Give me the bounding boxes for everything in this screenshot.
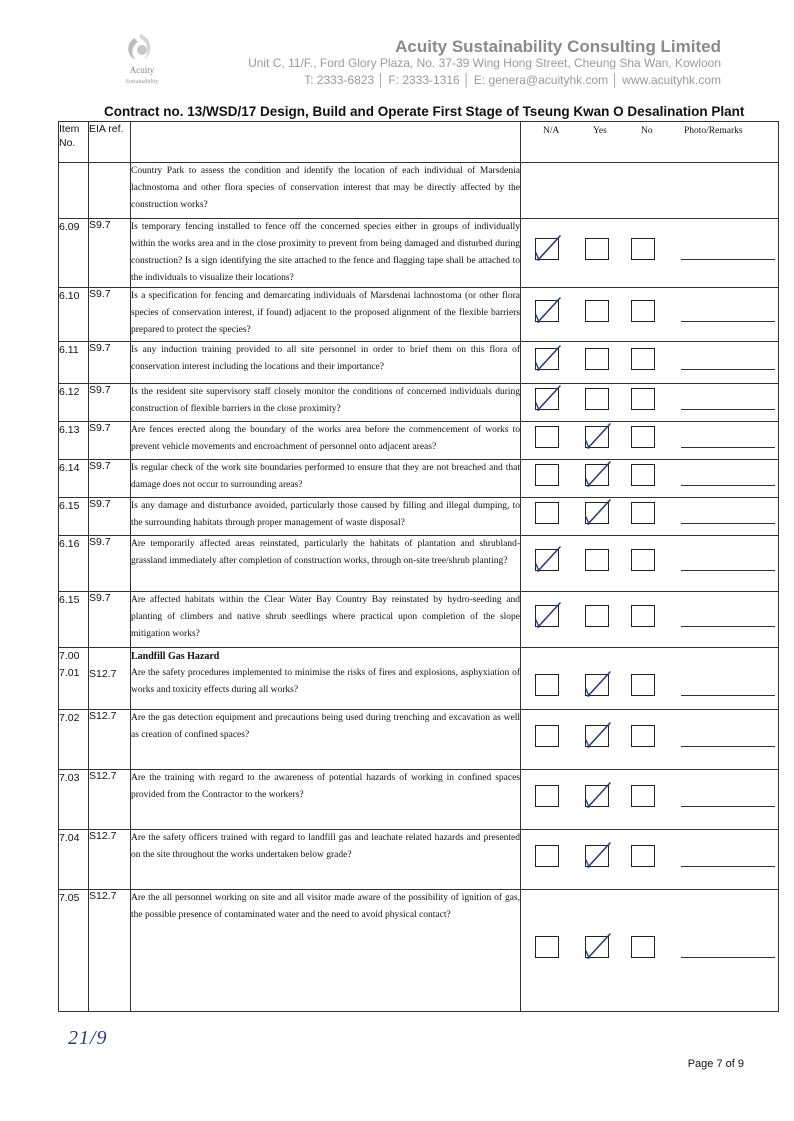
table-header-row [59, 122, 779, 163]
na-checkbox[interactable] [535, 464, 559, 486]
yes-checkbox[interactable] [585, 238, 609, 260]
tick-mark-icon [583, 720, 613, 750]
yes-checkbox[interactable] [585, 549, 609, 571]
item-no-header: Item No. [59, 122, 89, 163]
eia-reference [89, 770, 131, 830]
na-checkbox[interactable] [535, 388, 559, 410]
yes-checkbox[interactable] [585, 605, 609, 627]
na-checkbox[interactable] [535, 549, 559, 571]
requirement-description [131, 219, 521, 288]
na-checkbox[interactable] [535, 605, 559, 627]
check-cell [521, 460, 779, 498]
remarks-line[interactable] [681, 259, 775, 260]
company-name: Acuity Sustainability Consulting Limited [395, 37, 721, 56]
description-text: Is the resident site supervisory staff closely monitor the conditions of concerned individuals during construction of flexible barriers in the close proximity? [131, 387, 520, 414]
no-checkbox[interactable] [631, 674, 655, 696]
item-number: 7.05 [59, 890, 89, 1012]
item-number: 7.02 [59, 710, 89, 770]
eia-reference-text: S9.7 [89, 498, 111, 510]
eia-reference-text: S9.7 [89, 342, 111, 354]
eia-reference [89, 890, 131, 1012]
description-header [131, 122, 521, 163]
yes-checkbox[interactable] [585, 725, 609, 747]
tick-mark-icon [533, 343, 563, 373]
table-row [59, 219, 779, 288]
na-checkbox[interactable] [535, 502, 559, 524]
description-text: Are the safety procedures implemented to minimise the risks of fires and explosions, asphyxiation of works and toxicity effects during all works? [131, 668, 520, 695]
logo-subtext: Sustainability [125, 79, 159, 85]
eia-reference [89, 536, 131, 592]
na-checkbox[interactable] [535, 674, 559, 696]
eia-reference-text: S9.7 [89, 384, 111, 396]
section-title: Landfill Gas Hazard [131, 651, 220, 662]
remarks-line[interactable] [681, 957, 775, 958]
table-row [59, 770, 779, 830]
description-text: Is regular check of the work site boundaries performed to ensure that they are not breached and that damage does not occur to surrounding areas? [131, 463, 520, 490]
eia-ref-header: EIA ref. [89, 122, 131, 163]
item-number: 7.03 [59, 770, 89, 830]
item-number: 7.04 [59, 830, 89, 890]
table-row [59, 830, 779, 890]
item-number: 6.15 [59, 592, 89, 648]
remarks-line[interactable] [681, 570, 775, 571]
remarks-line[interactable] [681, 866, 775, 867]
na-checkbox[interactable] [535, 785, 559, 807]
tick-mark-icon [583, 459, 613, 489]
description-text: Country Park to assess the condition and identify the location of each individual of Marsdenia lachnostoma and other flora species of conservation interest that may be directly affected by the construction works? [131, 166, 520, 210]
check-cell [521, 770, 779, 830]
yes-header: Yes [593, 126, 607, 136]
description-text: Are affected habitats within the Clear Water Bay Country Bay reinstated by hydro-seeding and planting of climbers and native shrub seedlings where practical upon completion of the slope mitigation works? [131, 595, 520, 639]
table-row [59, 498, 779, 536]
requirement-description [131, 422, 521, 460]
check-cell [521, 219, 779, 288]
item-number: 6.11 [59, 342, 89, 384]
table-row [59, 288, 779, 342]
item-number: 6.10 [59, 288, 89, 342]
na-checkbox[interactable] [535, 725, 559, 747]
item-number: 6.16 [59, 536, 89, 592]
yes-checkbox[interactable] [585, 348, 609, 370]
eia-reference-text: S9.7 [89, 460, 111, 472]
yes-checkbox[interactable] [585, 464, 609, 486]
check-cell [521, 498, 779, 536]
requirement-description [131, 770, 521, 830]
eia-reference-text: S9.7 [89, 219, 111, 231]
eia-reference-text: S12.7 [89, 830, 117, 842]
page-number: Page 7 of 9 [687, 1058, 744, 1070]
no-checkbox[interactable] [631, 348, 655, 370]
remarks-line[interactable] [681, 523, 775, 524]
yes-checkbox[interactable] [585, 388, 609, 410]
tick-mark-icon [533, 295, 563, 325]
requirement-description [131, 460, 521, 498]
remarks-line[interactable] [681, 626, 775, 627]
remarks-line[interactable] [681, 695, 775, 696]
description-text: Are temporarily affected areas reinstated, particularly the habitats of plantation and shrubland-grassland immediately after completion of construction works, through on-site tree/shrub planting? [131, 539, 520, 566]
description-text: Are the safety officers trained with regard to landfill gas and leachate related hazards and presented on the site throughout the works undertaken below grade? [131, 833, 520, 860]
item-number: 7.00 7.01 [59, 648, 89, 710]
table-row [59, 592, 779, 648]
requirement-description [131, 592, 521, 648]
check-cell [521, 890, 779, 1012]
eia-reference [89, 498, 131, 536]
company-contact: T: 2333-6823 │ F: 2333-1316 │ E: genera@acuityhk.com │ www.acuityhk.com [304, 73, 721, 87]
yes-checkbox[interactable] [585, 502, 609, 524]
requirement-description [131, 536, 521, 592]
yes-checkbox[interactable] [585, 785, 609, 807]
tick-mark-icon [583, 780, 613, 810]
eia-reference [89, 384, 131, 422]
eia-reference [89, 342, 131, 384]
check-cell [521, 536, 779, 592]
remarks-line[interactable] [681, 806, 775, 807]
table-row [59, 460, 779, 498]
requirement-description [131, 890, 521, 1012]
eia-reference-text: S12.7 [89, 668, 117, 680]
tick-mark-icon [583, 931, 613, 961]
eia-reference-text: S9.7 [89, 288, 111, 300]
yes-checkbox[interactable] [585, 300, 609, 322]
tick-mark-icon [583, 840, 613, 870]
remarks-line[interactable] [681, 447, 775, 448]
no-checkbox[interactable] [631, 426, 655, 448]
contract-title: Contract no. 13/WSD/17 Design, Build and Operate First Stage of Tseung Kwan O Desalination Plant [104, 104, 745, 119]
remarks-line[interactable] [681, 485, 775, 486]
no-checkbox[interactable] [631, 936, 655, 958]
check-cell [521, 422, 779, 460]
yes-checkbox[interactable] [585, 845, 609, 867]
no-checkbox[interactable] [631, 300, 655, 322]
item-number: 6.13 [59, 422, 89, 460]
no-checkbox[interactable] [631, 725, 655, 747]
no-checkbox[interactable] [631, 388, 655, 410]
check-cell [521, 592, 779, 648]
no-header: No [641, 126, 653, 136]
na-checkbox[interactable] [535, 300, 559, 322]
requirement-description [131, 648, 521, 710]
item-number: 6.14 [59, 460, 89, 498]
company-address: Unit C, 11/F., Ford Glory Plaza, No. 37-39 Wing Hong Street, Cheung Sha Wan, Kowloon [248, 56, 721, 70]
no-checkbox[interactable] [631, 549, 655, 571]
item-number: 6.09 [59, 219, 89, 288]
table-row [59, 648, 779, 710]
tick-mark-icon [583, 421, 613, 451]
eia-reference [89, 830, 131, 890]
description-text: Is temporary fencing installed to fence off the concerned species either in groups of individually within the works area and in the close proximity to prevent from being damaged and disturbed during construction? Is a sign identifying the site attached to the fence and flagging tape shall be attached to the individuals to visualize their locations? [131, 222, 520, 283]
table-row [59, 536, 779, 592]
tick-mark-icon [583, 497, 613, 527]
check-cell [521, 710, 779, 770]
eia-reference-text: S9.7 [89, 592, 111, 604]
eia-reference-text: S12.7 [89, 770, 117, 782]
description-text: Is any damage and disturbance avoided, particularly those caused by filling and illegal dumping, to the surrounding habitats through proper management of waste disposal? [131, 501, 520, 528]
eia-reference [89, 288, 131, 342]
no-checkbox[interactable] [631, 464, 655, 486]
eia-reference [89, 219, 131, 288]
item-number [59, 163, 89, 219]
check-cell [521, 648, 779, 710]
check-cell [521, 288, 779, 342]
eia-reference [89, 163, 131, 219]
remarks-line[interactable] [681, 321, 775, 322]
requirement-description [131, 830, 521, 890]
yes-checkbox[interactable] [585, 426, 609, 448]
na-checkbox[interactable] [535, 426, 559, 448]
check-cell [521, 384, 779, 422]
remarks-header: Photo/Remarks [684, 126, 743, 136]
tick-mark-icon [533, 383, 563, 413]
eia-reference [89, 460, 131, 498]
table-row [59, 342, 779, 384]
table-row [59, 710, 779, 770]
requirement-description [131, 342, 521, 384]
remarks-line[interactable] [681, 746, 775, 747]
check-cell [521, 342, 779, 384]
item-number: 6.12 [59, 384, 89, 422]
requirement-description [131, 163, 521, 219]
logo-mark-icon [112, 30, 172, 70]
requirement-description [131, 288, 521, 342]
eia-reference [89, 648, 131, 710]
eia-reference-text: S9.7 [89, 422, 111, 434]
remarks-line[interactable] [681, 369, 775, 370]
eia-reference [89, 592, 131, 648]
description-text: Is a specification for fencing and demarcating individuals of Marsdenai lachnostoma (or other flora species of conservation interest, if found) adjacent to the proposed alignment of the flexible barriers prepared to protect the species? [131, 291, 520, 335]
table-row [59, 890, 779, 1012]
requirement-description [131, 498, 521, 536]
requirement-description [131, 710, 521, 770]
handwritten-signature: 21/9 [68, 1027, 108, 1049]
tick-mark-icon [533, 233, 563, 263]
checklist-table [58, 121, 779, 1012]
table-row [59, 163, 779, 219]
description-text: Is any induction training provided to all site personnel in order to brief them on this flora of conservation interest including the locations and their importance? [131, 345, 520, 372]
requirement-description [131, 384, 521, 422]
no-checkbox[interactable] [631, 845, 655, 867]
description-text: Are the gas detection equipment and precautions being used during trenching and excavation as well as creation of confined spaces? [131, 713, 520, 740]
eia-reference [89, 422, 131, 460]
check-cell [521, 163, 779, 219]
description-text: Are the all personnel working on site and all visitor made aware of the possibility of ignition of gas, the possible presence of contaminated water and the need to avoid physical contact? [131, 893, 520, 920]
tick-mark-icon [583, 669, 613, 699]
check-cell [521, 830, 779, 890]
no-checkbox[interactable] [631, 605, 655, 627]
no-checkbox[interactable] [631, 502, 655, 524]
description-text: Are the training with regard to the awareness of potential hazards of working in confined spaces provided from the Contractor to the workers? [131, 773, 520, 800]
tick-mark-icon [533, 600, 563, 630]
yes-checkbox[interactable] [585, 936, 609, 958]
table-row [59, 384, 779, 422]
yes-checkbox[interactable] [585, 674, 609, 696]
description-text: Are fences erected along the boundary of the works area before the commencement of works to prevent vehicle movements and encroachment of personnel onto adjacent areas? [131, 425, 520, 452]
eia-reference-text: S12.7 [89, 890, 117, 902]
na-checkbox[interactable] [535, 238, 559, 260]
logo-text: Acuity [129, 65, 155, 75]
eia-reference-text: S9.7 [89, 536, 111, 548]
na-header: N/A [543, 126, 560, 136]
eia-reference-text: S12.7 [89, 710, 117, 722]
item-number: 6.15 [59, 498, 89, 536]
remarks-line[interactable] [681, 409, 775, 410]
no-checkbox[interactable] [631, 238, 655, 260]
na-checkbox[interactable] [535, 936, 559, 958]
tick-mark-icon [533, 544, 563, 574]
na-checkbox[interactable] [535, 845, 559, 867]
eia-reference [89, 710, 131, 770]
check-header [521, 122, 779, 163]
na-checkbox[interactable] [535, 348, 559, 370]
table-row [59, 422, 779, 460]
no-checkbox[interactable] [631, 785, 655, 807]
